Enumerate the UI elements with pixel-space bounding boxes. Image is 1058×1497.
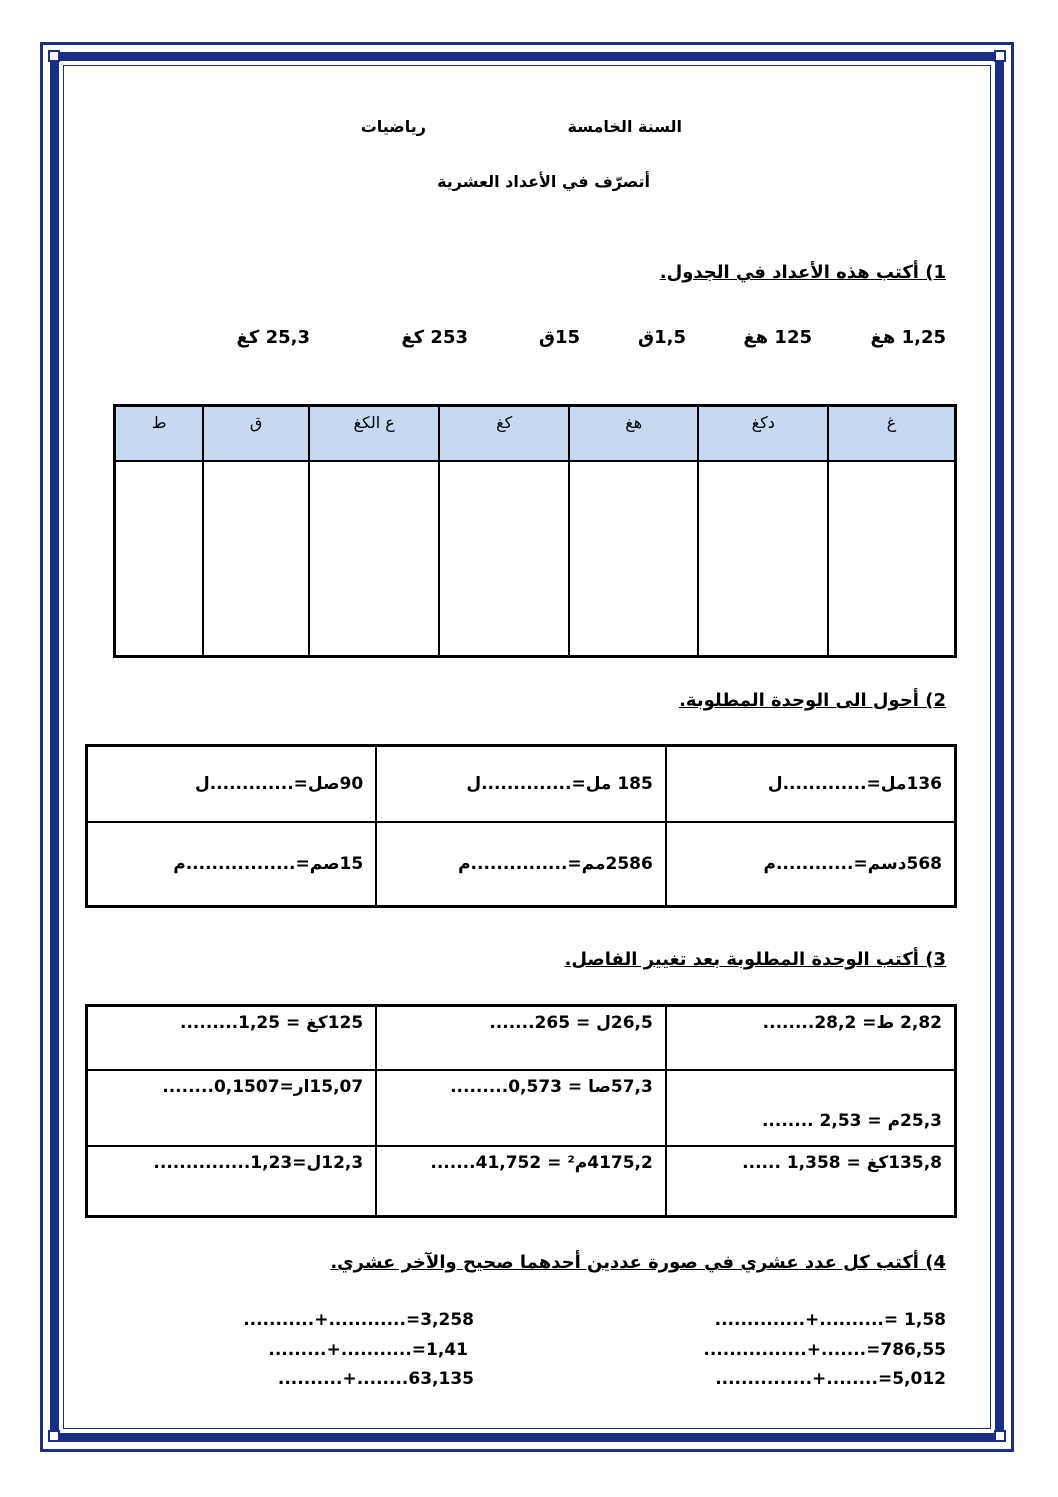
- question-3-title: 3) أكتب الوحدة المطلوبة بعد تغيير الفاصل.: [564, 949, 946, 970]
- conversion-cell[interactable]: 185 مل=..............ل: [376, 746, 666, 822]
- answer-cell[interactable]: [828, 461, 956, 657]
- grade-level: السنة الخامسة: [567, 117, 682, 136]
- table-row: [87, 822, 956, 907]
- decimal-cell[interactable]: 12,3ل=1,23...............: [87, 1146, 377, 1216]
- border-corner-ornament: [48, 1430, 60, 1442]
- unit-column-header: دكغ: [698, 406, 828, 462]
- conversion-cell[interactable]: 568دسم=............م: [666, 822, 956, 907]
- table-row: [87, 746, 956, 822]
- unit-column-header: ع الكغ: [309, 406, 440, 462]
- q1-number: 125 هغ: [743, 327, 812, 348]
- q1-number: 25,3 كغ: [236, 327, 310, 348]
- decompose-exercise[interactable]: 5,012=........+...............: [715, 1369, 946, 1389]
- border-corner-ornament: [994, 50, 1006, 62]
- answer-cell[interactable]: [439, 461, 569, 657]
- unit-column-header: ق: [203, 406, 309, 462]
- unit-column-header: هغ: [569, 406, 699, 462]
- units-table-answer-row: [115, 461, 956, 657]
- q1-number: 1,25 هغ: [870, 327, 946, 348]
- unit-column-header: ط: [115, 406, 204, 462]
- question-1-title: 1) أكتب هذه الأعداد في الجدول.: [659, 262, 946, 283]
- answer-cell[interactable]: [115, 461, 204, 657]
- border-corner-ornament: [48, 50, 60, 62]
- question-2-title: 2) أحول الى الوحدة المطلوبة.: [679, 690, 946, 711]
- decimal-cell[interactable]: 25,3م = 2,53 ........: [666, 1070, 956, 1146]
- table-row: [87, 1146, 956, 1216]
- unit-column-header: غ: [828, 406, 956, 462]
- decimal-point-table: [85, 1004, 957, 1218]
- conversion-cell[interactable]: 90صل=.............ل: [87, 746, 377, 822]
- table-row: [87, 1070, 956, 1146]
- decimal-cell[interactable]: 125كغ = 1,25.........: [87, 1006, 377, 1070]
- units-table-header-row: [115, 406, 956, 462]
- decimal-cell[interactable]: 135,8كغ = 1,358 ......: [666, 1146, 956, 1216]
- table-row: [87, 1006, 956, 1070]
- decompose-exercise[interactable]: 1,58 =..........+..............: [714, 1310, 946, 1330]
- decimal-cell[interactable]: 26,5ل = 265.......: [376, 1006, 666, 1070]
- decompose-exercise[interactable]: 63,135........+..........: [277, 1369, 474, 1389]
- decimal-cell[interactable]: 4175,2م² = 41,752.......: [376, 1146, 666, 1216]
- subject-name: رياضيات: [360, 117, 426, 136]
- conversion-table: [85, 744, 957, 908]
- conversion-cell[interactable]: 2586مم=...............م: [376, 822, 666, 907]
- q1-number: 253 كغ: [401, 327, 468, 348]
- decompose-exercise[interactable]: 786,55=.......+................: [703, 1340, 946, 1360]
- answer-cell[interactable]: [203, 461, 309, 657]
- decompose-exercise[interactable]: 3,258=............+...........: [243, 1310, 474, 1330]
- decompose-exercise[interactable]: 1,41=...........+.........: [268, 1340, 468, 1360]
- answer-cell[interactable]: [698, 461, 828, 657]
- conversion-cell[interactable]: 136مل=.............ل: [666, 746, 956, 822]
- answer-cell[interactable]: [569, 461, 699, 657]
- decimal-cell[interactable]: 2,82 ط= 28,2........: [666, 1006, 956, 1070]
- border-corner-ornament: [994, 1430, 1006, 1442]
- question-4-title: 4) أكتب كل عدد عشري في صورة عددين أحدهما صحيح والآخر عشري.: [330, 1252, 946, 1273]
- decimal-cell[interactable]: 15,07ار=0,1507........: [87, 1070, 377, 1146]
- page-title: أتصرّف في الأعداد العشرية: [437, 172, 650, 191]
- unit-column-header: كغ: [439, 406, 569, 462]
- q1-number: 15ق: [538, 327, 580, 348]
- answer-cell[interactable]: [309, 461, 440, 657]
- conversion-cell[interactable]: 15صم=.................م: [87, 822, 377, 907]
- units-table: [113, 404, 957, 658]
- decimal-cell[interactable]: 57,3صا = 0,573.........: [376, 1070, 666, 1146]
- q1-number: 1,5ق: [638, 327, 686, 348]
